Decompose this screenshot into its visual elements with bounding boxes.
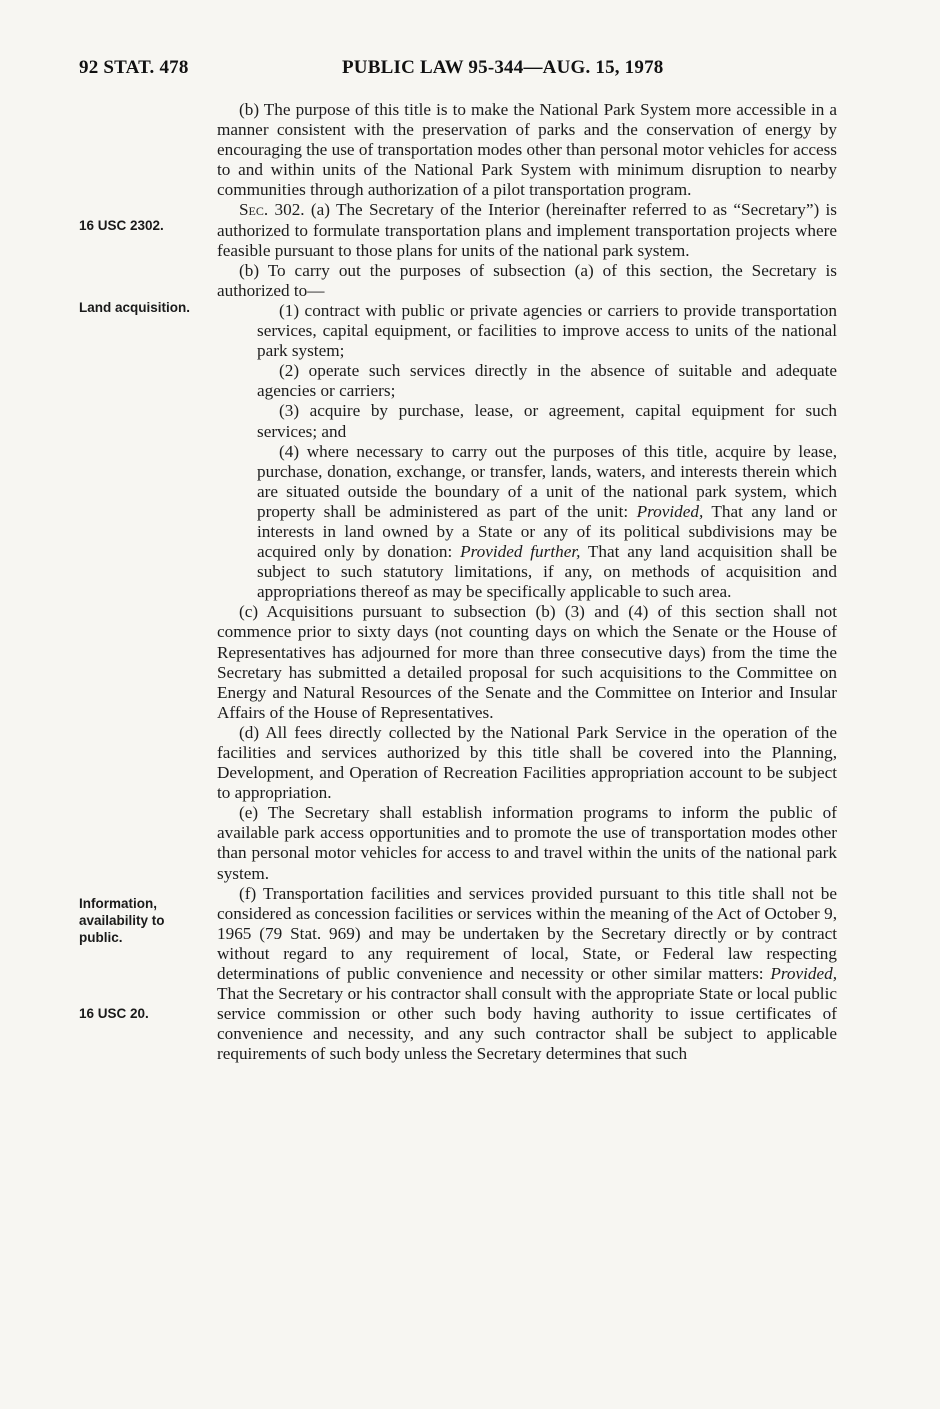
paragraph-b-purpose: (b) The purpose of this title is to make the National Park System more accessible in a manner consistent with the preservation of parks and the conservation of energy by encouraging the use of transportation modes other than personal motor vehicles for access to and within units of the National Park System with minimum disruption to nearby communities through authorization of a pilot transportation program.	[217, 100, 837, 200]
item-4-text-b: That any land or interests in land owned by a State or any of its political subdivisions may be acquired only by donation:	[257, 501, 837, 562]
margin-note-information: Information, availability to public.	[79, 896, 165, 945]
section-label: Sec.	[239, 200, 269, 220]
item-4	[217, 442, 837, 603]
item-4-text-c: That any land acquisition shall be subject to such statutory limitations, if any, on methods of acquisition and appropriations thereof as may be specifically applicable to such area.	[257, 542, 837, 602]
item-1: (1) contract with public or private agencies or carriers to provide transportation services, capital equipment, or facilities to improve access to units of the national park system;	[257, 300, 837, 361]
margin-note-16-usc-2302: 16 USC 2302.	[79, 218, 164, 233]
provided-italic: Provided,	[636, 501, 704, 521]
item-2: (2) operate such services directly in the absence of suitable and adequate agencies or carriers;	[257, 361, 837, 401]
item-3: (3) acquire by purchase, lease, or agreement, capital equipment for such services; and	[257, 401, 837, 441]
paragraph-e: (e) The Secretary shall establish information programs to inform the public of available park access opportunities and to promote the use of transportation modes other than personal motor vehicles for access to and travel within the units of the national park system.	[217, 803, 837, 883]
statute-body	[217, 100, 837, 1065]
paragraph-f-text-b: That the Secretary or his contractor shall consult with the appropriate State or local public service commission or other such body having authority to issue certificates of convenience and necessity, and any such contractor shall be subject to applicable requirements of such body unless the Secretary determines that such	[217, 984, 837, 1064]
provided-further-italic: Provided further,	[460, 542, 581, 562]
f-provided-italic: Provided,	[770, 964, 837, 984]
section-302-a	[217, 200, 837, 260]
item-4-text-a: (4) where necessary to carry out the purposes of this title, acquire by lease, purchase, donation, exchange, or transfer, lands, waters, and interests therein which are situated outside the boundary of a unit of the national park system, which property shall be administered as part of the unit:	[257, 441, 837, 521]
section-302-b: (b) To carry out the purposes of subsection (a) of this section, the Secretary is authorized to—	[217, 260, 837, 300]
section-302-a-text: 302. (a) The Secretary of the Interior (hereinafter referred to as “Secretary”) is authorized to formulate transportation plans and implement transportation projects where feasible pursuant to those plans for units of the national park system.	[217, 200, 837, 260]
margin-note-16-usc-20: 16 USC 20.	[79, 1006, 149, 1021]
paragraph-d: (d) All fees directly collected by the National Park Service in the operation of the facilities and services authorized by this title shall be covered into the Planning, Development, and Operation of Recreation Facilities appropriation account to be subject to appropriation.	[217, 722, 837, 803]
paragraph-f	[217, 884, 837, 1065]
stat-page-number: 92 STAT. 478	[79, 57, 189, 78]
public-law-title: PUBLIC LAW 95-344—AUG. 15, 1978	[342, 57, 664, 78]
paragraph-f-text-a: (f) Transportation facilities and services provided pursuant to this title shall not be considered as concession facilities or services within the meaning of the Act of October 9, 1965 (79 Stat. 969) and may be undertaken by the Secretary directly or by contract without regard to any requirement of local, State, or Federal law respecting determinations of public convenience and necessity or other similar matters:	[217, 883, 837, 984]
paragraph-c: (c) Acquisitions pursuant to subsection (b) (3) and (4) of this section shall not commence prior to sixty days (not counting days on which the Senate or the House of Representatives has adjourned for more than three consecutive days) from the time the Secretary has submitted a detailed proposal for such acquisitions to the Committee on Energy and Natural Resources of the Senate and the Committee on Interior and Insular Affairs of the House of Representatives.	[217, 602, 837, 722]
margin-note-land-acquisition: Land acquisition.	[79, 300, 191, 315]
